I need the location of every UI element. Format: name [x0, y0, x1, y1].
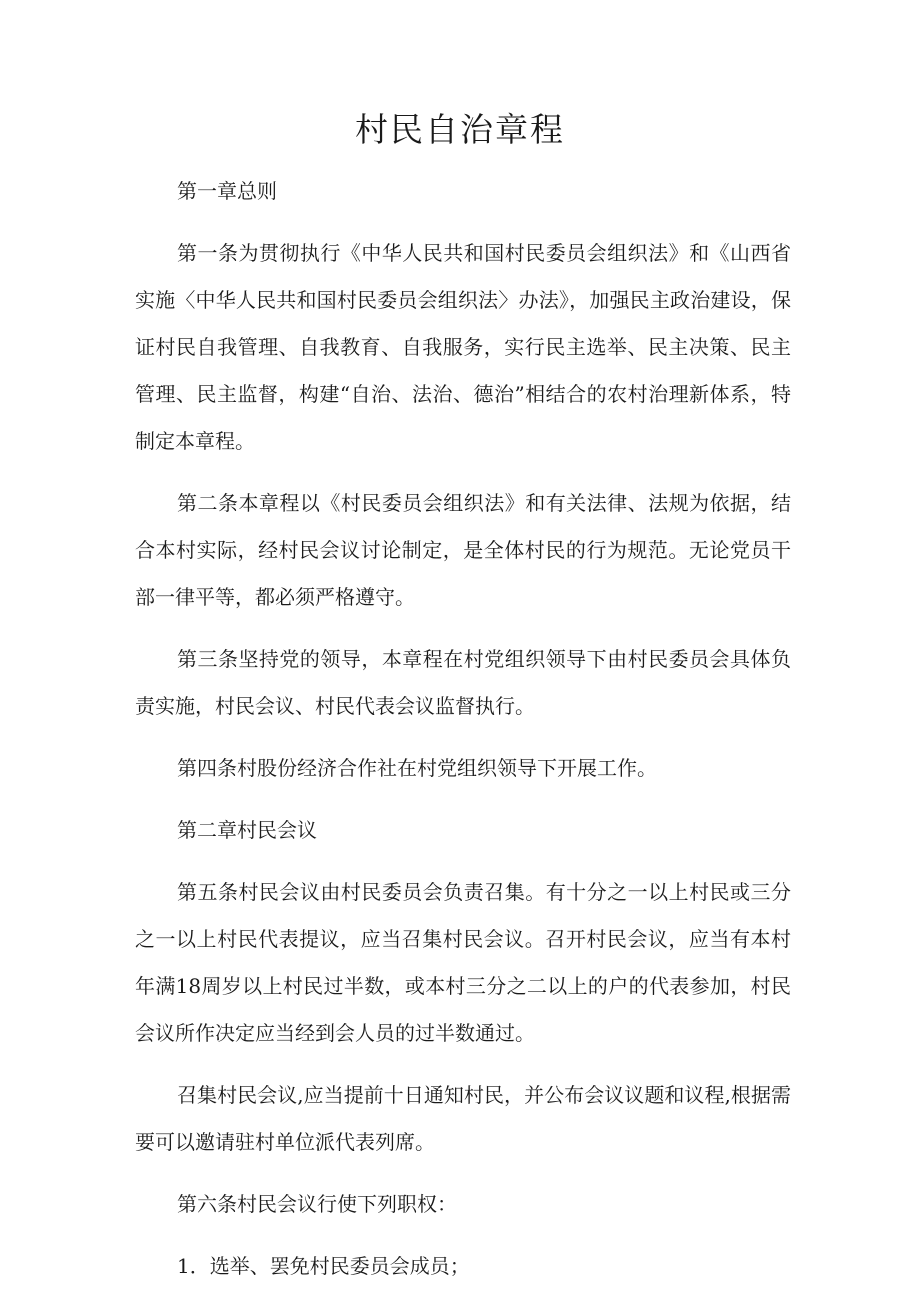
- chapter-heading: 第一章总则: [177, 179, 277, 203]
- article-paragraph: 第五条村民会议由村民委员会负责召集。有十分之一以上村民或三分之一以上村民代表提议，应当召集村民会议。召开村民会议，应当有本村年满18周岁以上村民过半数，或本村三分之二以上的户的代表参加，村民会议所作决定应当经到会人员的过半数通过。: [135, 880, 791, 1045]
- article-paragraph: 召集村民会议,应当提前十日通知村民，并公布会议议题和议程,根据需要可以邀请驻村单位派代表列席。: [135, 1083, 791, 1154]
- document-title: 村民自治章程: [355, 110, 565, 149]
- list-item: 1．选举、罢免村民委员会成员；: [177, 1254, 470, 1278]
- chapter-heading: 第二章村民会议: [177, 818, 317, 842]
- article-paragraph: 第四条村股份经济合作社在村党组织领导下开展工作。: [177, 756, 657, 780]
- article-paragraph: 第三条坚持党的领导，本章程在村党组织领导下由村民委员会具体负责实施，村民会议、村民代表会议监督执行。: [135, 647, 791, 718]
- article-paragraph: 第一条为贯彻执行《中华人民共和国村民委员会组织法》和《山西省实施〈中华人民共和国村民委员会组织法〉办法》，加强民主政治建设，保证村民自我管理、自我教育、自我服务，实行民主选举、民主决策、民主管理、民主监督，构建“自治、法治、德治”相结合的农村治理新体系，特制定本章程。: [135, 241, 791, 453]
- article-paragraph: 第二条本章程以《村民委员会组织法》和有关法律、法规为依据，结合本村实际，经村民会议讨论制定，是全体村民的行为规范。无论党员干部一律平等，都必须严格遵守。: [135, 491, 791, 609]
- article-paragraph: 第六条村民会议行使下列职权：: [177, 1192, 457, 1216]
- document-body: [135, 168, 791, 1305]
